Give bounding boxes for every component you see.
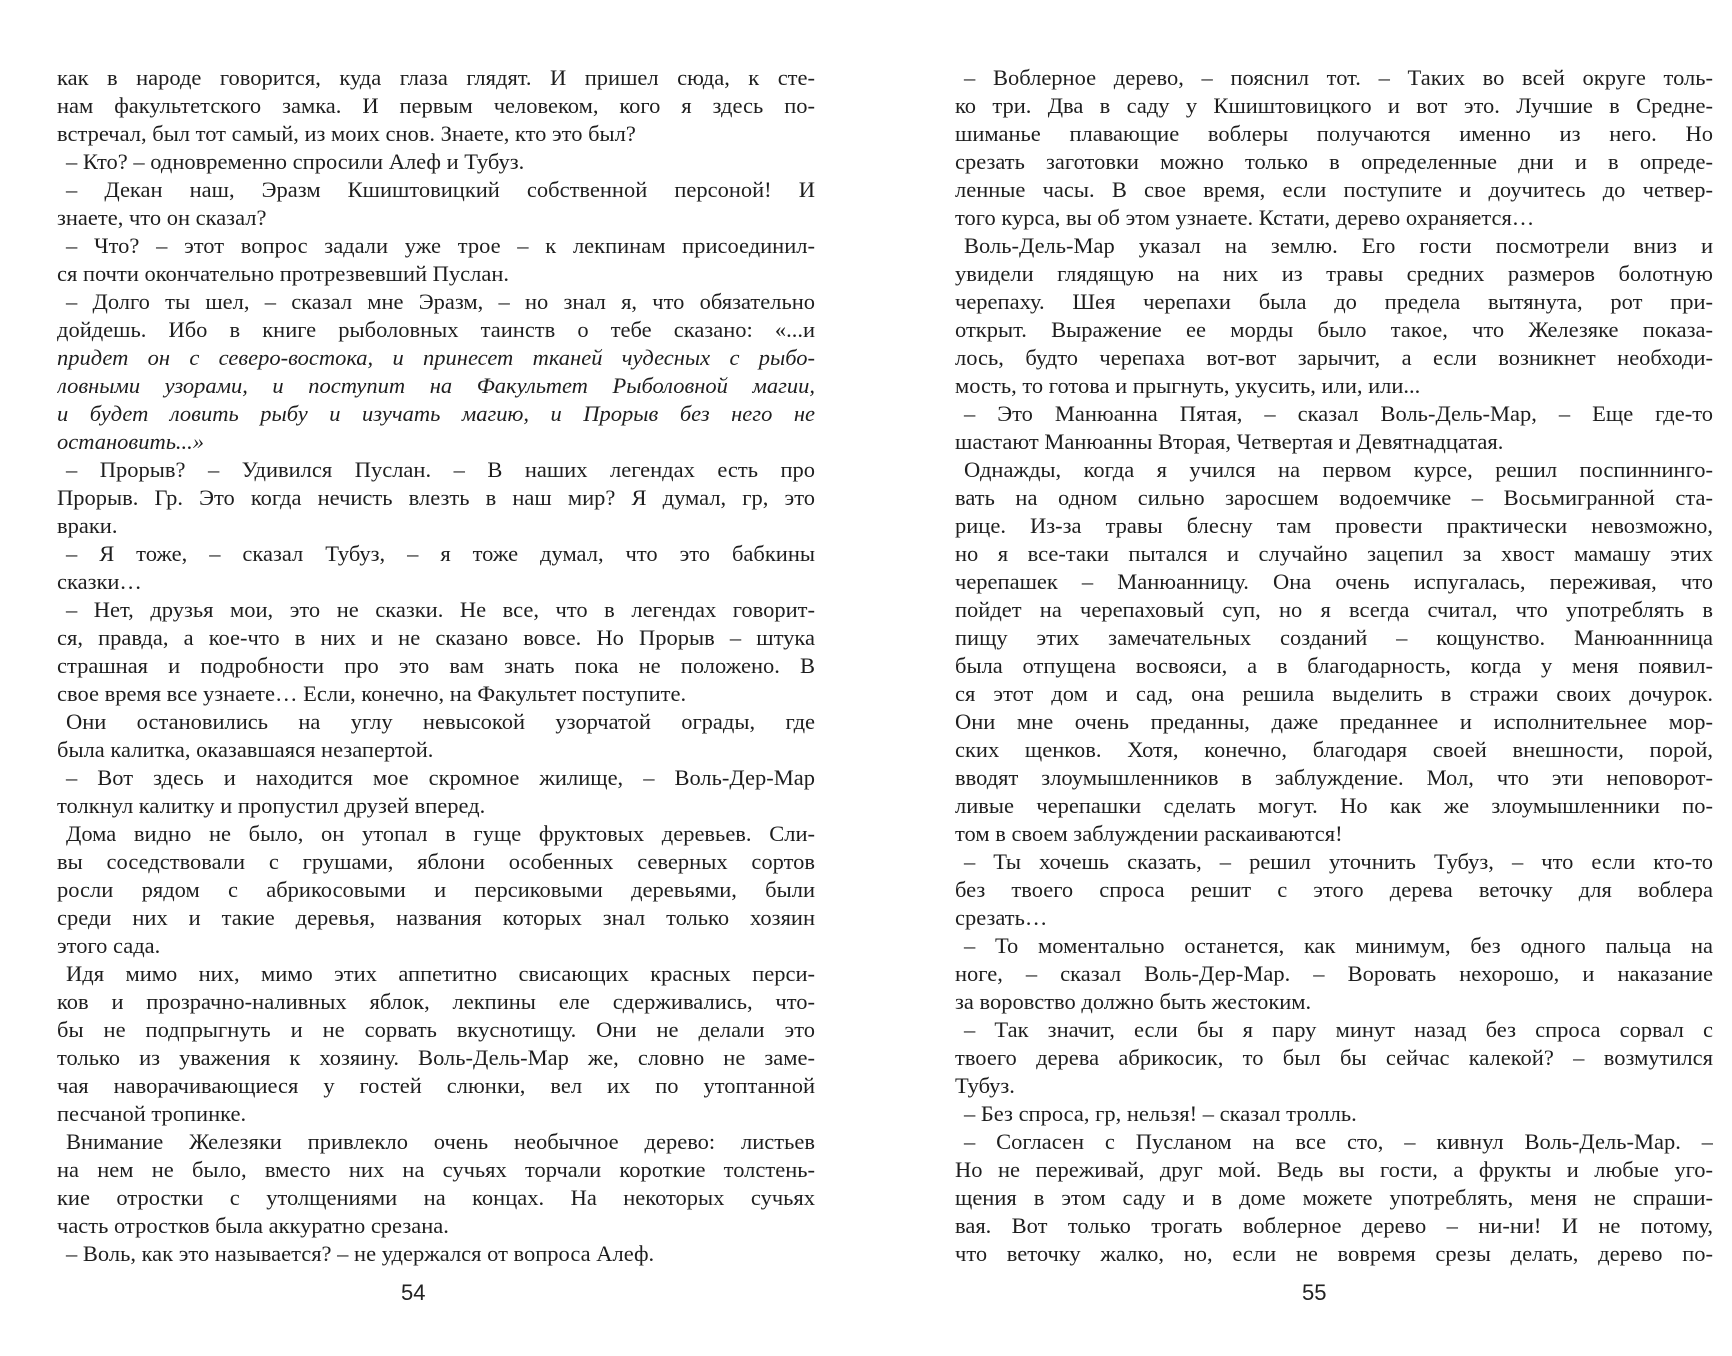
text-line: ноге, – сказал Воль-Дер-Мар. – Воровать нехорошо, и наказание — [955, 961, 1713, 986]
text-line: и будет ловить рыбу и изучать магию, и Прорыв без него не — [57, 401, 815, 426]
text-line: росли рядом с абрикосовыми и персиковыми деревьями, были — [57, 877, 815, 902]
text-line: Внимание Железяки привлекло очень необычное дерево: листьев — [66, 1129, 815, 1154]
text-line: шастают Манюанны Вторая, Четвертая и Девятнадцатая. — [955, 429, 1504, 454]
text-line: пойдет на черепаховый суп, но я всегда считал, что употреблять в — [955, 597, 1713, 622]
text-line: ских щенков. Хотя, конечно, благодаря своей внешности, порой, — [955, 737, 1713, 762]
text-line: нам факультетского замка. И первым человеком, кого я здесь по- — [57, 93, 815, 118]
text-line: – Декан наш, Эразм Кшиштовицкий собственной персоной! И — [66, 177, 815, 202]
text-line: Воль-Дель-Мар указал на землю. Его гости посмотрели вниз и — [964, 233, 1713, 258]
text-line: вы соседствовали с грушами, яблони особенных северных сортов — [57, 849, 815, 874]
text-line: – Что? – этот вопрос задали уже трое – к лекпинам присоединил- — [66, 233, 815, 258]
text-line: ся этот дом и сад, она решила выделить в стражи своих дочурок. — [955, 681, 1713, 706]
text-line: ся, правда, а кое-что в них и не сказано вовсе. Но Прорыв – штука — [57, 625, 815, 650]
text-line: без твоего спроса решит с этого дерева веточку для воблера — [955, 877, 1713, 902]
text-line: шиманье плавающие воблеры получаются именно из него. Но — [955, 121, 1713, 146]
text-line: – То моментально останется, как минимум, без одного пальца на — [964, 933, 1713, 958]
text-line: – Воблерное дерево, – пояснил тот. – Таких во всей округе толь- — [964, 65, 1713, 90]
text-line: кие отростки с утолщениями на концах. На некоторых сучьях — [57, 1185, 815, 1210]
text-line: ко три. Два в саду у Кшиштовицкого и вот это. Лучшие в Средне- — [955, 93, 1713, 118]
text-line: Но не переживай, друг мой. Ведь вы гости, а фрукты и любые уго- — [955, 1157, 1713, 1182]
text-line: Они остановились на углу невысокой узорчатой ограды, где — [66, 709, 815, 734]
left-page-text — [57, 64, 815, 1268]
text-line: том в своем заблуждении раскаиваются! — [955, 821, 1343, 846]
text-line: враки. — [57, 513, 118, 538]
text-line: часть отростков была аккуратно срезана. — [57, 1213, 449, 1238]
text-line: лось, будто черепаха вот-вот зарычит, а если возникнет необходи- — [955, 345, 1713, 370]
text-line: Однажды, когда я учился на первом курсе, решил поспиннинго- — [964, 457, 1713, 482]
text-line: ливые черепашки сделать могут. Но как же злоумышленники по- — [955, 793, 1713, 818]
text-line: щения в этом саду и в доме можете употреблять, меня не спраши- — [955, 1185, 1713, 1210]
text-line: – Это Манюанна Пятая, – сказал Воль-Дель-Мар, – Еще где-то — [964, 401, 1713, 426]
text-line: остановить...» — [57, 429, 205, 454]
text-line: знаете, что он сказал? — [57, 205, 267, 230]
text-line: была калитка, оказавшаяся незапертой. — [57, 737, 434, 762]
text-line: – Воль, как это называется? – не удержался от вопроса Алеф. — [66, 1241, 655, 1266]
text-line: того курса, вы об этом узнаете. Кстати, дерево охраняется… — [955, 205, 1535, 230]
text-line: ков и прозрачно-наливных яблок, лекпины еле сдерживались, что- — [57, 989, 815, 1014]
text-line: – Так значит, если бы я пару минут назад без спроса сорвал с — [964, 1017, 1713, 1042]
text-line: среди них и такие деревья, названия которых знал только хозяин — [57, 905, 815, 930]
text-line: на нем не было, вместо них на сучьях торчали короткие толстень- — [57, 1157, 815, 1182]
text-line: встречал, был тот самый, из моих снов. Знаете, кто это был? — [57, 121, 636, 146]
text-line: открыт. Выражение ее морды было такое, что Железяке показа- — [955, 317, 1713, 342]
text-line: – Долго ты шел, – сказал мне Эразм, – но знал я, что обязательно — [66, 289, 815, 314]
text-line: но я все-таки пытался и случайно зацепил за хвост мамашу этих — [955, 541, 1713, 566]
text-line: – Вот здесь и находится мое скромное жилище, – Воль-Дер-Мар — [66, 765, 815, 790]
text-line: страшная и подробности про это вам знать пока не положено. В — [57, 653, 815, 678]
text-line: чая наворачивающиеся у гостей слюнки, вел их по утоптанной — [57, 1073, 815, 1098]
text-line: придет он с северо-востока, и принесет тканей чудесных с рыбо- — [57, 345, 815, 370]
text-line: Прорыв. Гр. Это когда нечисть влезть в наш мир? Я думал, гр, это — [57, 485, 815, 510]
text-line: черепашек – Манюанницу. Она очень испугалась, переживая, что — [955, 569, 1713, 594]
text-line: этого сада. — [57, 933, 161, 958]
text-line: бы не подпрыгнуть и не сорвать вкуснотищу. Они не делали это — [57, 1017, 815, 1042]
text-line: – Прорыв? – Удивился Пуслан. – В наших легендах есть про — [66, 457, 815, 482]
text-line: рице. Из-за травы блесну там провести практически невозможно, — [955, 513, 1713, 538]
text-line: Идя мимо них, мимо этих аппетитно свисающих красных перси- — [66, 961, 815, 986]
right-page-text — [955, 64, 1713, 1268]
text-line: Дома видно не было, он утопал в гуще фруктовых деревьев. Сли- — [66, 821, 815, 846]
page-number-right: 55 — [1302, 1280, 1327, 1305]
text-line: твоего дерева абрикосик, то был бы сейчас калекой? – возмутился — [955, 1045, 1713, 1070]
text-line: увидели глядящую на них из травы средних размеров болотную — [955, 261, 1713, 286]
text-line: ленные часы. В свое время, если поступите и доучитесь до четвер- — [955, 177, 1713, 202]
text-line: – Я тоже, – сказал Тубуз, – я тоже думал, что это бабкины — [66, 541, 815, 566]
text-line: вводят злоумышленников в заблуждение. Мол, что эти неповорот- — [955, 765, 1713, 790]
text-line: толкнул калитку и пропустил друзей вперед. — [57, 793, 486, 818]
text-line: Они мне очень преданны, даже преданнее и исполнительнее мор- — [955, 709, 1713, 734]
text-line: что веточку жалко, но, если не вовремя срезы делать, дерево по- — [955, 1241, 1713, 1266]
text-line: вать на одном сильно заросшем водоемчике – Восьмигранной ста- — [955, 485, 1713, 510]
text-line: срезать… — [955, 905, 1048, 930]
text-line: песчаной тропинке. — [57, 1101, 247, 1126]
text-line: ся почти окончательно протрезвевший Пуслан. — [57, 261, 510, 286]
text-line: была отпущена восвояси, а в благодарность, когда у меня появил- — [955, 653, 1713, 678]
text-line: – Без спроса, гр, нельзя! – сказал тролль. — [964, 1101, 1357, 1126]
text-line: – Согласен с Пусланом на все сто, – кивнул Воль-Дель-Мар. – — [964, 1129, 1713, 1154]
text-line: ловными узорами, и поступит на Факультет Рыболовной магии, — [57, 373, 815, 398]
text-line: свое время все узнаете… Если, конечно, на Факультет поступите. — [57, 681, 687, 706]
text-line: как в народе говорится, куда глаза глядят. И пришел сюда, к сте- — [57, 65, 815, 90]
text-line: за воровство должно быть жестоким. — [955, 989, 1312, 1014]
text-line: вая. Вот только трогать воблерное дерево – ни-ни! И не потому, — [955, 1213, 1713, 1238]
text-line: дойдешь. Ибо в книге рыболовных таинств о тебе сказано: «...и — [57, 317, 815, 342]
text-line: срезать заготовки можно только в определенные дни и в опреде- — [955, 149, 1713, 174]
text-line: – Кто? – одновременно спросили Алеф и Тубуз. — [66, 149, 525, 174]
text-line: – Ты хочешь сказать, – решил уточнить Тубуз, – что если кто-то — [964, 849, 1713, 874]
text-line: – Нет, друзья мои, это не сказки. Не все, что в легендах говорит- — [66, 597, 815, 622]
text-line: только из уважения к хозяину. Воль-Дель-Мар же, словно не заме- — [57, 1045, 815, 1070]
text-line: Тубуз. — [955, 1073, 1015, 1098]
text-line: черепаху. Шея черепахи была до предела вытянута, рот при- — [955, 289, 1713, 314]
text-line: сказки… — [57, 569, 142, 594]
text-line: пищу этих замечательных созданий – кощунство. Манюаннница — [955, 625, 1713, 650]
text-line: мость, то готова и прыгнуть, укусить, или, или... — [955, 373, 1421, 398]
page-number-left: 54 — [401, 1280, 426, 1305]
